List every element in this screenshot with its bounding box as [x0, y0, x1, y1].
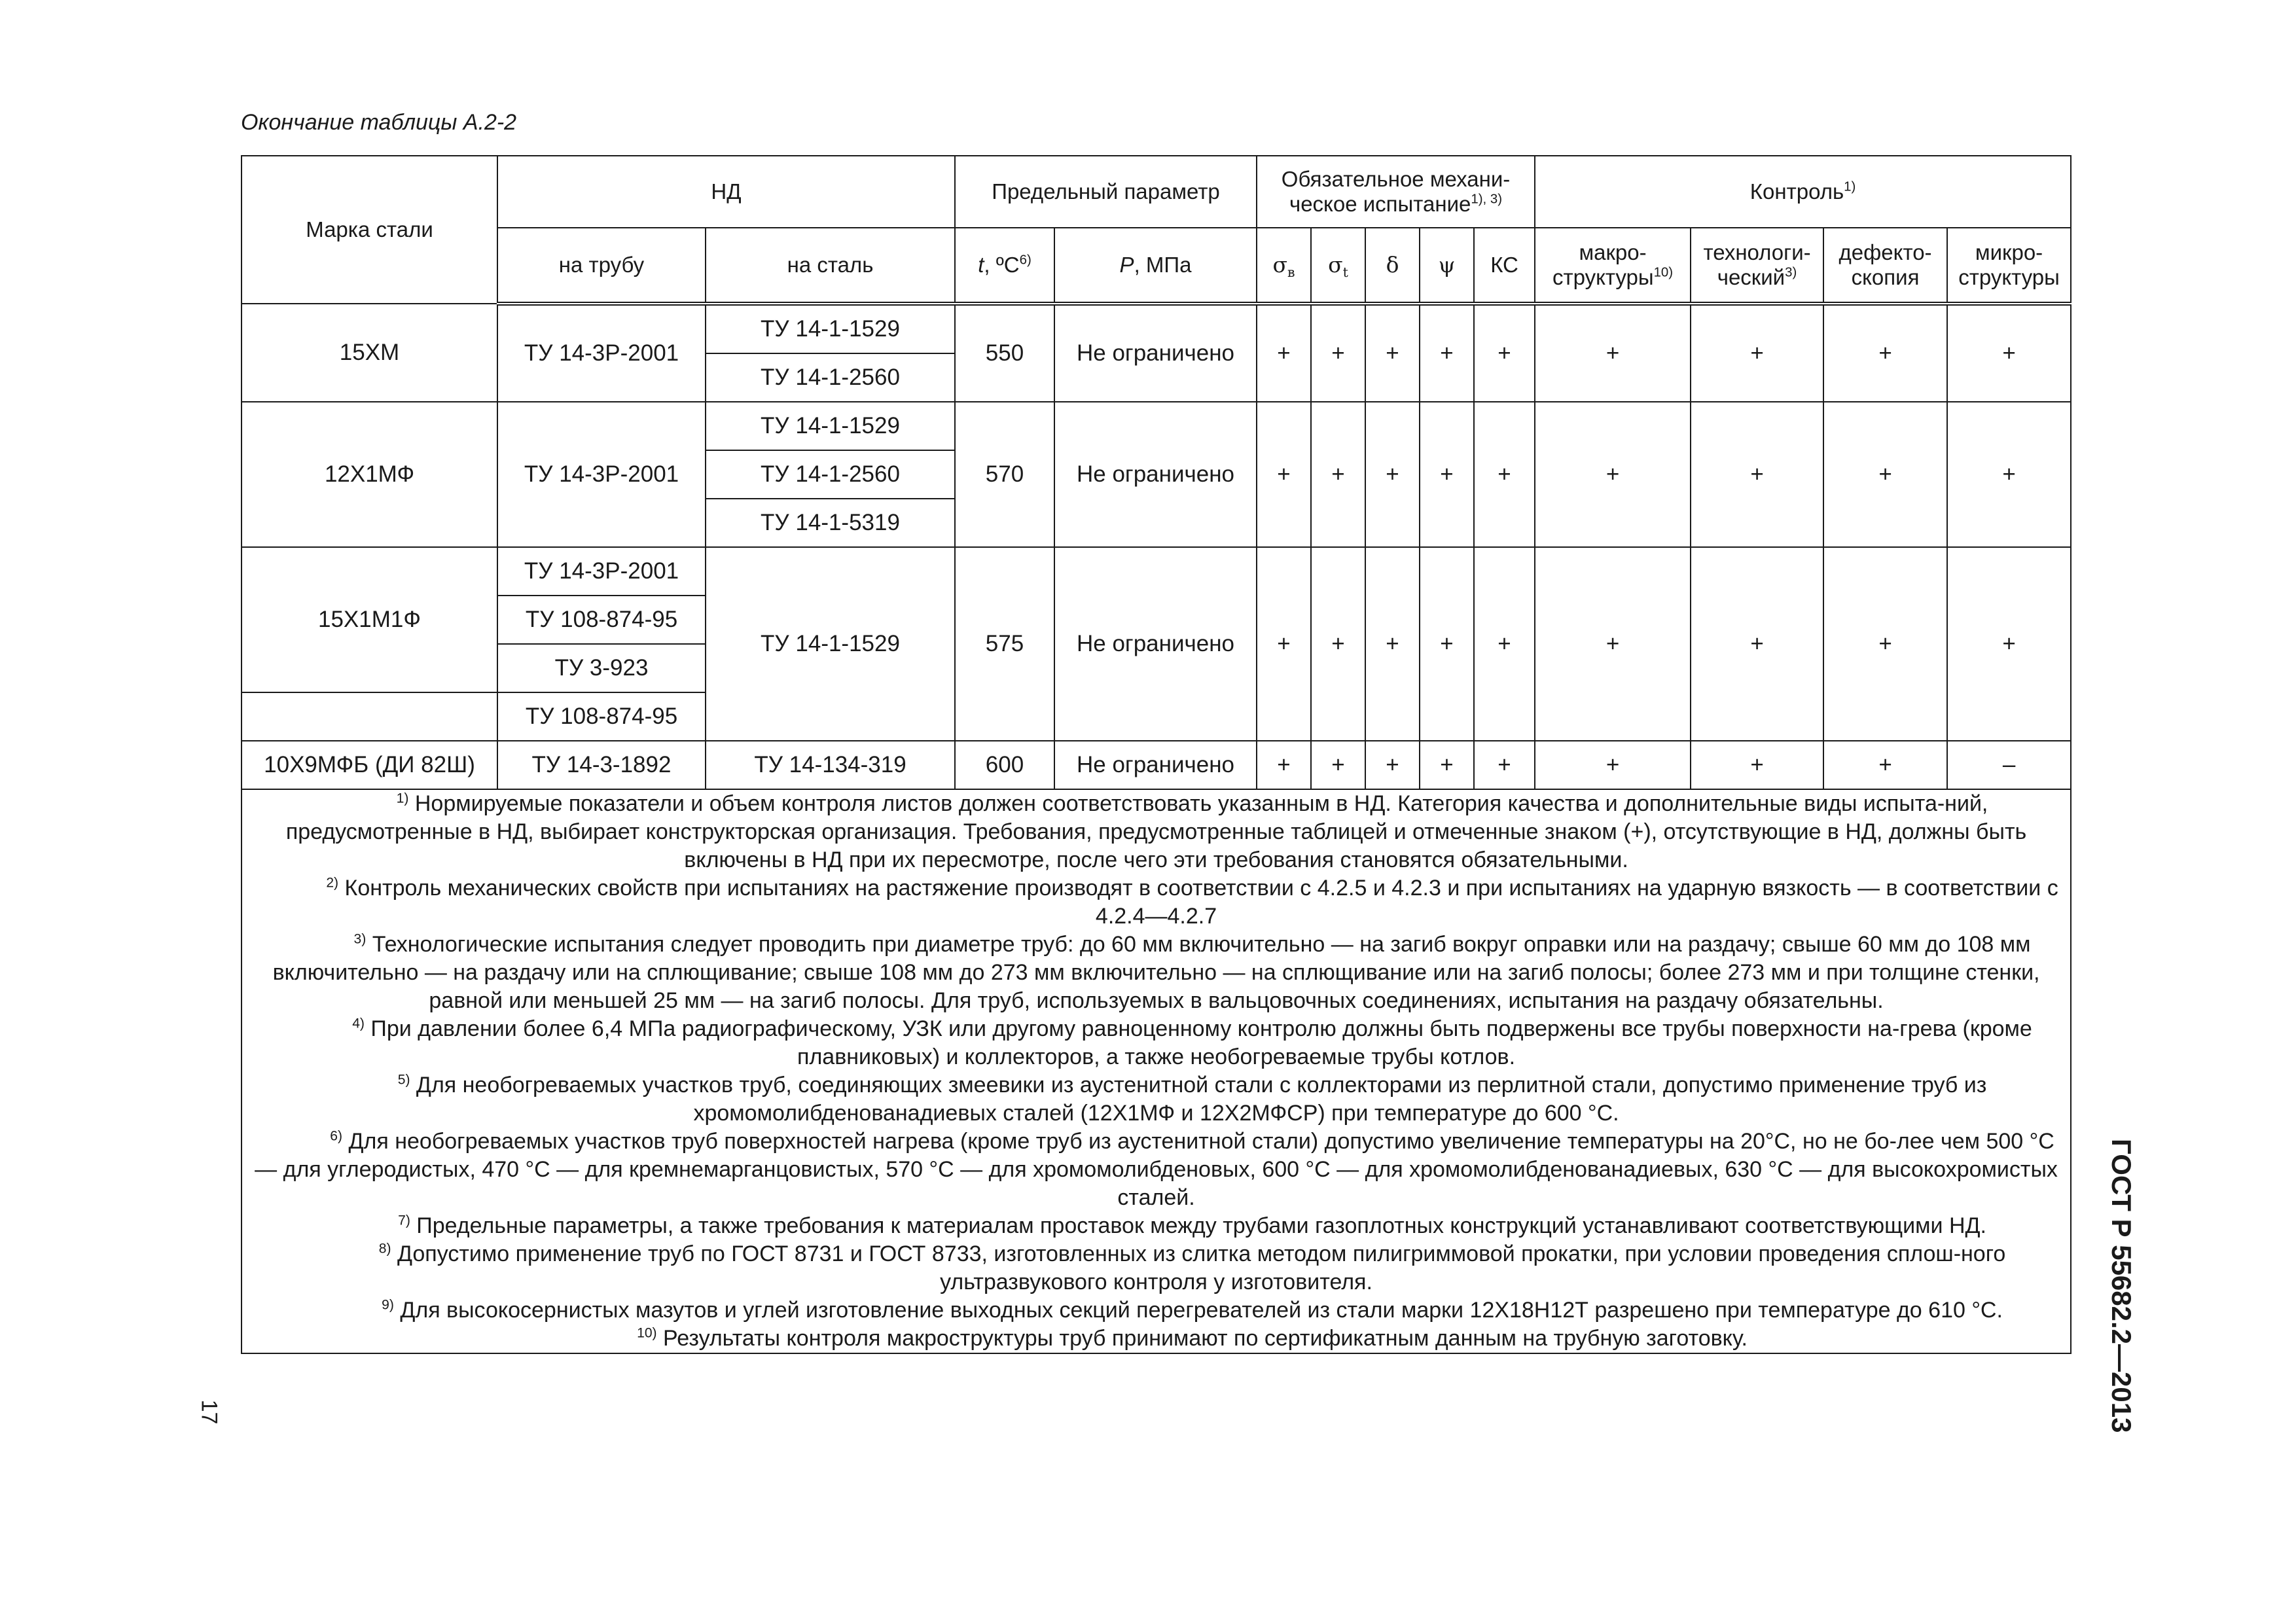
table-caption: Окончание таблицы А.2-2 — [241, 110, 517, 135]
cell-mark: + — [1257, 304, 1311, 402]
header-macro — [1535, 228, 1691, 304]
cell-grade: 15Х1М1Ф — [242, 547, 497, 692]
footnote-mark: 5) — [397, 1072, 410, 1088]
cell-mark: + — [1535, 402, 1691, 547]
macro-footnote: 10) — [1653, 264, 1674, 280]
mech-test-line1: Обязательное механи- — [1281, 167, 1511, 192]
cell-nd-steel: ТУ 14-1-1529 — [706, 547, 955, 741]
header-ks: КС — [1474, 228, 1535, 304]
cell-mark: + — [1691, 547, 1823, 741]
cell-nd-pipe: ТУ 14-3Р-2001 — [497, 547, 706, 596]
cell-mark: + — [1257, 402, 1311, 547]
footnote-text: Для необогреваемых участков труб, соединяющих змеевики из аустенитной стали с коллекторами из перлитной стали, допустимо применение труб из хромомолибденованадиевых сталей (12Х1МФ и 12Х2МФСР) при температуре до 600 °С. — [410, 1073, 1987, 1126]
header-micro — [1947, 228, 2071, 304]
cell-temperature: 550 — [955, 304, 1054, 402]
sigma-b-base: σ — [1272, 252, 1288, 278]
cell-temperature: 575 — [955, 547, 1054, 741]
footnotes-cell — [242, 789, 2071, 1353]
footnote — [246, 1296, 2066, 1325]
footnote — [246, 1325, 2066, 1353]
footnote — [246, 1212, 2066, 1240]
cell-pressure: Не ограничено — [1054, 741, 1257, 789]
footnote — [246, 931, 2066, 1015]
header-steel-grade: Марка стали — [242, 156, 497, 304]
cell-grade: 10Х9МФБ (ДИ 82Ш) — [242, 741, 497, 789]
cell-nd-steel: ТУ 14-1-2560 — [706, 450, 955, 499]
p-symbol: Р — [1119, 253, 1134, 277]
footnote-text: Для высокосернистых мазутов и углей изготовление выходных секций перегревателей из стали марки 12Х18Н12Т разрешено при температуре до 610 °С. — [393, 1298, 2003, 1323]
footnote-text: Контроль механических свойств при испытаниях на растяжение производят в соответствии с 4.2.5 и 4.2.3 и при испытаниях на ударную вязкость — в соответствии с 4.2.4—4.2.7 — [338, 876, 2058, 929]
cell-mark: + — [1474, 402, 1535, 547]
footnote — [246, 1015, 2066, 1071]
header-limit-param: Предельный параметр — [955, 156, 1257, 228]
cell-mark: + — [1365, 304, 1420, 402]
footnote-text: Для необогреваемых участков труб поверхностей нагрева (кроме труб из аустенитной стали) допустимо увеличение температуры на 20°С, но не бо-лее чем 500 °С — для углеродистых, 470 °С — для кремнемарганцовистых, 570 °С — для хромомолибденовых, 600 °С — для хромомолибденованадиевых, 630 °С — для высокохромистых сталей. — [255, 1129, 2058, 1210]
header-defect — [1823, 228, 1947, 304]
tech-line2: ческий — [1717, 265, 1785, 289]
defect-line1: дефекто- — [1839, 240, 1932, 265]
footnote — [246, 790, 2066, 874]
header-tech — [1691, 228, 1823, 304]
header-nd-pipe: на трубу — [497, 228, 706, 304]
footnote — [246, 1071, 2066, 1128]
cell-nd-pipe: ТУ 14-3Р-2001 — [497, 304, 706, 402]
table-row — [242, 547, 2071, 596]
footnote-mark: 9) — [382, 1297, 394, 1313]
mech-test-line2: ческое испытание — [1289, 192, 1471, 216]
notes-row — [242, 789, 2071, 1353]
cell-mark: + — [1365, 547, 1420, 741]
cell-nd-pipe: ТУ 14-3-1892 — [497, 741, 706, 789]
cell-nd-pipe: ТУ 14-3Р-2001 — [497, 402, 706, 547]
cell-mark: + — [1947, 304, 2071, 402]
t-footnote: 6) — [1019, 252, 1031, 268]
tech-footnote: 3) — [1785, 264, 1797, 280]
cell-mark: + — [1947, 547, 2071, 741]
cell-mark: + — [1823, 547, 1947, 741]
cell-mark: + — [1823, 304, 1947, 402]
cell-mark: – — [1947, 741, 2071, 789]
standard-title-container — [2106, 1139, 2150, 1446]
p-unit: , МПа — [1134, 253, 1192, 277]
defect-line2: скопия — [1851, 265, 1920, 289]
cell-nd-steel: ТУ 14-134-319 — [706, 741, 955, 789]
footnote-text: Предельные параметры, а также требования к материалам проставок между трубами газоплотных конструкций устанавливают соответствующими НД. — [410, 1213, 1986, 1238]
cell-temperature: 570 — [955, 402, 1054, 547]
header-pressure — [1054, 228, 1257, 304]
cell-nd-steel: ТУ 14-1-1529 — [706, 304, 955, 353]
footnote-text: При давлении более 6,4 МПа радиографическому, УЗК или другому равноценному контролю должны быть подвержены все трубы поверхности на-грева (кроме плавниковых) и коллекторов, а также необогреваемые трубы котлов. — [364, 1016, 2032, 1069]
cell-mark: + — [1947, 402, 2071, 547]
header-sigma-b — [1257, 228, 1311, 304]
header-control — [1535, 156, 2071, 228]
cell-mark: + — [1823, 402, 1947, 547]
micro-line2: структуры — [1958, 265, 2060, 289]
cell-mark: + — [1420, 547, 1474, 741]
table-row — [242, 741, 2071, 789]
cell-mark: + — [1311, 402, 1365, 547]
footnote — [246, 1240, 2066, 1296]
cell-mark: + — [1311, 304, 1365, 402]
page-number: 17 — [196, 1399, 222, 1425]
cell-grade: 12Х1МФ — [242, 402, 497, 547]
cell-pressure: Не ограничено — [1054, 547, 1257, 741]
cell-mark: + — [1311, 547, 1365, 741]
mech-test-footnote: 1), 3) — [1471, 191, 1503, 207]
footnote-mark: 1) — [396, 791, 409, 806]
cell-mark: + — [1474, 304, 1535, 402]
cell-mark: + — [1535, 741, 1691, 789]
cell-mark: + — [1311, 741, 1365, 789]
footnote — [246, 874, 2066, 931]
control-label: Контроль — [1749, 179, 1844, 204]
cell-mark: + — [1257, 547, 1311, 741]
t-symbol: t — [978, 253, 984, 277]
cell-nd-steel: ТУ 14-1-1529 — [706, 402, 955, 450]
tech-line1: технологи- — [1703, 240, 1811, 265]
footnote-mark: 3) — [353, 931, 367, 947]
cell-temperature: 600 — [955, 741, 1054, 789]
cell-grade-empty — [242, 692, 497, 741]
footnote-mark: 6) — [330, 1128, 343, 1144]
table-row — [242, 304, 2071, 353]
cell-mark: + — [1257, 741, 1311, 789]
footnote-mark: 10) — [637, 1325, 657, 1341]
cell-nd-pipe: ТУ 108-874-95 — [497, 596, 706, 644]
cell-mark: + — [1691, 741, 1823, 789]
control-footnote: 1) — [1844, 179, 1856, 194]
header-psi: ψ — [1420, 228, 1474, 304]
cell-mark: + — [1365, 741, 1420, 789]
macro-line2: структуры — [1552, 265, 1654, 289]
cell-mark: + — [1535, 304, 1691, 402]
cell-mark: + — [1420, 304, 1474, 402]
cell-mark: + — [1823, 741, 1947, 789]
footnote-text: Результаты контроля макроструктуры труб принимают по сертификатным данным на трубную заготовку. — [656, 1326, 1748, 1351]
cell-mark: + — [1420, 402, 1474, 547]
cell-mark: + — [1691, 304, 1823, 402]
header-nd: НД — [497, 156, 955, 228]
sigma-t-sub: t — [1342, 264, 1348, 281]
cell-mark: + — [1535, 547, 1691, 741]
footnote-mark: 8) — [378, 1241, 391, 1257]
cell-pressure: Не ограничено — [1054, 402, 1257, 547]
t-unit: , ºС — [984, 253, 1020, 277]
footnote-text: Технологические испытания следует проводить при диаметре труб: до 60 мм включительно — на загиб вокруг оправки или на раздачу; свыше 60 мм до 108 мм включительно — на раздачу или на сплющивание; свыше 108 мм до 273 мм включительно — на сплющивание или на загиб полосы; более 273 мм и при толщине стенки, равной или меньшей 25 мм — на загиб полосы. Для труб, используемых в вальцовочных соединениях, испытания на раздачу обязательны. — [272, 932, 2040, 1013]
standard-title: ГОСТ Р 55682.2—2013 — [2106, 1139, 2137, 1433]
header-delta: δ — [1365, 228, 1420, 304]
cell-nd-pipe: ТУ 108-874-95 — [497, 692, 706, 741]
cell-nd-steel: ТУ 14-1-5319 — [706, 499, 955, 547]
header-sigma-t — [1311, 228, 1365, 304]
cell-mark: + — [1474, 547, 1535, 741]
footnote — [246, 1128, 2066, 1212]
cell-grade: 15ХМ — [242, 304, 497, 402]
steel-pipes-table — [241, 155, 2072, 1354]
cell-mark: + — [1474, 741, 1535, 789]
macro-line1: макро- — [1579, 240, 1647, 265]
sigma-b-sub: в — [1287, 264, 1295, 281]
header-temperature — [955, 228, 1054, 304]
table-row — [242, 402, 2071, 450]
header-nd-steel: на сталь — [706, 228, 955, 304]
cell-pressure: Не ограничено — [1054, 304, 1257, 402]
footnote-mark: 7) — [398, 1213, 410, 1228]
header-mech-test — [1257, 156, 1535, 228]
footnote-mark: 4) — [352, 1016, 365, 1031]
micro-line1: микро- — [1975, 240, 2043, 265]
cell-mark: + — [1365, 402, 1420, 547]
footnote-mark: 2) — [326, 875, 339, 891]
sigma-t-base: σ — [1328, 252, 1343, 278]
cell-nd-steel: ТУ 14-1-2560 — [706, 353, 955, 402]
footnote-text: Допустимо применение труб по ГОСТ 8731 и ГОСТ 8733, изготовленных из слитка методом пилигриммовой прокатки, при условии проведения сплош-ного ультразвукового контроля у изготовителя. — [391, 1241, 2006, 1294]
footnote-text: Нормируемые показатели и объем контроля листов должен соответствовать указанным в НД. Категория качества и дополнительные виды испыта-ний, предусмотренные в НД, выбирает конструкторская организация. Требования, предусмотренные таблицей и отмеченные знаком (+), отсутствующие в НД, должны быть включены в НД при их пересмотре, после чего эти требования становятся обязательными. — [285, 791, 2027, 872]
cell-mark: + — [1691, 402, 1823, 547]
table-container — [241, 155, 2070, 1354]
cell-mark: + — [1420, 741, 1474, 789]
cell-nd-pipe: ТУ 3-923 — [497, 644, 706, 692]
